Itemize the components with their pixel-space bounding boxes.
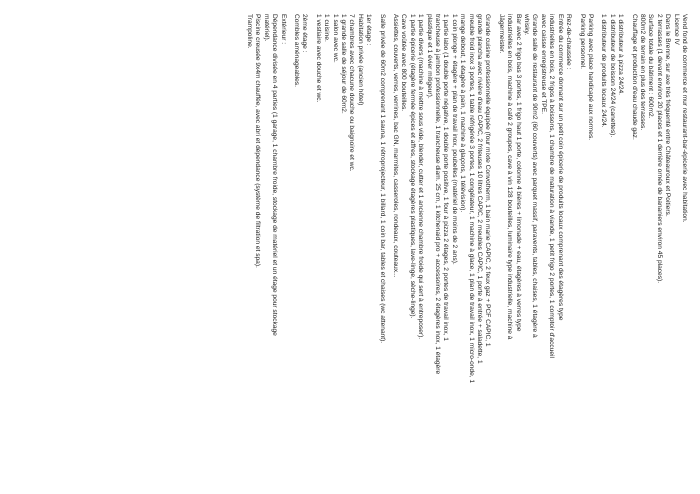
text-line: Dépendance divisée en 4 parties (1 garage, 1 chambre froide, stockage de matériel et un étage pour stockage	[271, 14, 279, 336]
paragraph	[377, 14, 385, 484]
text-line: mange debout, 1 étagère à pain, 1 machine à glaçons, 1 télévision).	[459, 14, 467, 213]
text-line: Extérieur :	[279, 14, 287, 45]
text-line: 1 cuisine.	[323, 14, 331, 42]
text-line: Parking avec place handicapé aux normes.	[586, 14, 594, 141]
text-line: whisky.	[523, 14, 531, 36]
text-line: Licence IV	[672, 14, 680, 45]
text-line: Salle privée de 60m2 comprenant 1 sauna, 1 rétroprojecteur, 1 billard, 1 coin bar, tables et chaises (wc attenant).	[378, 14, 386, 344]
text-line: 1 partie labo (1 double porte négative, 1 double porte positive, 1 four à pizza 2 étages, 2 portes de travail inox, 1	[442, 14, 450, 341]
paragraph	[577, 14, 594, 484]
text-line: 800m2 de terrain en plus des terrasses.	[638, 14, 646, 131]
text-line: 1 distributeur de produits locaux 24/24.	[600, 14, 608, 128]
text-line: 1 coin plonge + étagère + plan de travail inox, poubelles (matériel de moins de 2 ans).	[450, 14, 458, 265]
text-line: 1 distributeur à pizza 24/24.	[617, 14, 625, 96]
text-line: matériel).	[262, 14, 270, 42]
text-line: 2ème étage :	[301, 14, 309, 53]
text-line: avec caisse enregistreuse et TPE.	[539, 14, 547, 114]
text-line: Trampoline.	[245, 14, 253, 49]
text-line: Grande cuisine professionnelle équipée (four mixte Convotherm, 1 bain marie CAPIC, 2 feux gaz + PCF CAPIC, 1	[484, 14, 492, 347]
text-line: industrielles en bois, 2 frigos à boissons, 1 chambre de maturation à viande, 1 petit frigo 2 portes, 1 comptoir d'accueil	[548, 14, 556, 358]
paragraph	[245, 14, 287, 484]
text-line: Surface totale du bâtiment : 600m2.	[647, 14, 655, 119]
text-line: meuble froid inox 3 portes, 1 table réfrigérée 3 portes, 1 congélateur, 1 machine à glace, 1 plan de travail inox, 1 micro-onde, 1	[467, 14, 475, 384]
text-line: grande plancha avec rivière d'eau CAPIC, 2 friteuses 10 litres CAPIC, 2 meubles CAPIC, 1 porte à entrée + saladette, 1	[476, 14, 484, 364]
paragraph	[313, 14, 372, 484]
paragraph	[292, 14, 309, 484]
text-line: Cave voûtée avec 800 bouteilles.	[400, 14, 408, 112]
text-line: 2 terrasses (1 devant environ 20 places et 1 derrière ornée de bananiers environ 45 places).	[655, 14, 663, 284]
text-line: 1 partie divers (machine à mettre sous vide, blender, cutter et 1 ancienne chambre froide qui sert à entreposer).	[417, 14, 425, 340]
text-line: Grande salle de restaurant de 90m2 (60 couverts) avec parquet massif, paravents, tables, chaises, 1 étagère à	[531, 14, 539, 338]
text-line: 1 salon avec wc.	[331, 14, 339, 63]
paragraph	[629, 14, 688, 484]
text-line: Habitation privée (ancien hôtel)	[356, 14, 364, 106]
text-line: Parking personnel.	[578, 14, 586, 69]
text-line: 7 chambres avec chacune douche ou baignoire et wc.	[348, 14, 356, 172]
text-line: Combles aménageables.	[292, 14, 300, 87]
text-line: industrielles en bois, machine à café 2 groupes, cave à vin 128 bouteilles, luminaire type industrielle, machine à	[506, 14, 514, 340]
text-line: Piscine creusée 9x4m chauffée, avec abri et dépendance (système de filtration et spa).	[254, 14, 262, 268]
paragraph	[391, 14, 492, 484]
document-body	[240, 14, 689, 484]
text-line: Dans le Brenne, sur axe très fréquenté entre Châteauroux et Poitiers.	[664, 14, 672, 217]
text-line: Bar avec 2 frigo bas 3 portes, 1 frigo haut 1 porte, colonne 4 bières + limonade + eau, étagères à verres type	[514, 14, 522, 332]
text-line: 1er étage :	[365, 14, 373, 46]
paragraph	[496, 14, 572, 484]
text-line: Entrée du commerce donnant sur un petit coin épicerie de produits locaux comprenant des étagères type	[556, 14, 564, 321]
text-line: Rez-de-chaussée :	[565, 14, 573, 70]
text-line: plastique et 1 évier mitigeur).	[425, 14, 433, 99]
text-line: Chauffage et production d'eau chaude gaz.	[630, 14, 638, 140]
text-line: 1 vestiaire avec douche et wc.	[314, 14, 322, 103]
paragraph	[599, 14, 624, 484]
text-line: 1 grande salle de séjour de 60m2.	[339, 14, 347, 114]
text-line: 1 partie épicerie (étagère fermée épices et affres, stockage étagères plastiques, lave-linge, sèche-linge).	[408, 14, 416, 319]
text-line: Assiettes, couverts, verres, verrines, bac GN, marmites, casseroles, rondeaux, couteaux...	[392, 14, 399, 278]
text-line: Vend fond de commerce et mur restaurant-bar-épicerie avec habitation.	[681, 14, 688, 223]
text-line: trancheuse à jambon professionnelle, 1 trancheuse diam. 25 cm, 1 kitchenaid pro + accessoires, 2 étagères inox, 1 étagère	[434, 14, 442, 375]
text-line: 1 distributeur de boisson 24/24 (canettes).	[608, 14, 616, 138]
text-line: Jägermeister.	[497, 14, 505, 54]
